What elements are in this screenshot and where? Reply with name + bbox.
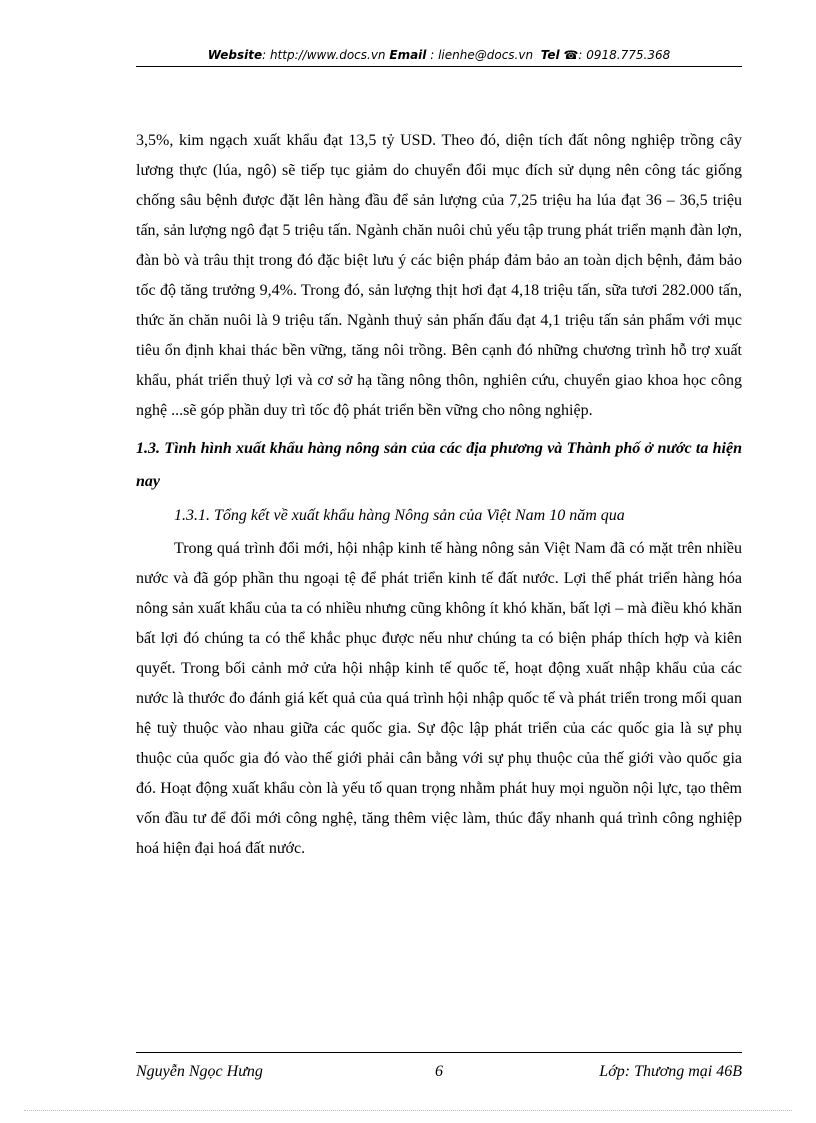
footer-page-number: 6	[435, 1063, 443, 1080]
phone-icon: ☎	[563, 48, 579, 62]
section-heading: 1.3. Tình hình xuất khẩu hàng nông sản của các địa phương và Thành phố ở nước ta hiện nay	[136, 440, 742, 490]
website-label: Website	[207, 48, 263, 62]
tel-value: : 0918.775.368	[578, 48, 671, 62]
footer-author: Nguyễn Ngọc Hưng	[136, 1063, 263, 1080]
footer-class: Lớp: Thương mại 46B	[599, 1063, 742, 1080]
email-value: : lienhe@docs.vn	[430, 48, 534, 62]
page-footer	[136, 1052, 742, 1085]
page-header	[136, 46, 742, 67]
body-paragraph-2: Trong quá trình đổi mới, hội nhập kinh tế hàng nông sản Việt Nam đã có mặt trên nhiều nước và đã góp phần thu ngoại tệ để phát triển kinh tế đất nước. Lợi thế phát triển hàng hóa nông sản xuất khẩu của ta có nhiều nhưng cũng không ít khó khăn, bất lợi – mà điều khó khăn bất lợi đó chúng ta có thể khắc phục được nếu như chúng ta có biện pháp thích hợp và kiên quyết. Trong bối cảnh mở cửa hội nhập kinh tế quốc tế, hoạt động xuất nhập khẩu của các nước là thước đo đánh giá kết quả của quá trình hội nhập quốc tế và phát triển trong mối quan hệ tuỳ thuộc vào nhau giữa các quốc gia. Sự độc lập phát triển của các quốc gia là sự phụ thuộc của quốc gia đó vào thế giới phải cân bằng với sự phụ thuộc của thế giới vào quốc gia đó. Hoạt động xuất khẩu còn là yếu tố quan trọng nhằm phát huy mọi nguồn nội lực, tạo thêm vốn đầu tư để đổi mới công nghệ, tăng thêm việc làm, thúc đẩy nhanh quá trình công nghiệp hoá hiện đại hoá đất nước.	[136, 540, 742, 857]
page-edge-divider	[24, 1110, 792, 1111]
tel-label: Tel	[540, 48, 560, 62]
page-content	[136, 126, 742, 864]
email-label: Email	[389, 48, 427, 62]
website-value: : http://www.docs.vn	[262, 48, 386, 62]
body-paragraph-1: 3,5%, kim ngạch xuất khẩu đạt 13,5 tỷ USD. Theo đó, diện tích đất nông nghiệp trồng cây lương thực (lúa, ngô) sẽ tiếp tục giảm do chuyển đổi mục đích sử dụng nên công tác giống chống sâu bệnh được đặt lên hàng đầu để sản lượng của 7,25 triệu ha lúa đạt 36 – 36,5 triệu tấn, sản lượng ngô đạt 5 triệu tấn. Ngành chăn nuôi chủ yếu tập trung phát triển mạnh đàn lợn, đàn bò và trâu thịt trong đó đặc biệt lưu ý các biện pháp đảm bảo an toàn dịch bệnh, đảm bảo tốc độ tăng trưởng 9,4%. Trong đó, sản lượng thịt hơi đạt 4,18 triệu tấn, sữa tươi 282.000 tấn, thức ăn chăn nuôi là 9 triệu tấn. Ngành thuỷ sản phấn đấu đạt 4,1 triệu tấn sản phẩm với mục tiêu ổn định khai thác bền vững, tăng nôi trồng. Bên cạnh đó những chương trình hỗ trợ xuất khẩu, phát triển thuỷ lợi và cơ sở hạ tầng nông thôn, nghiên cứu, chuyển giao khoa học công nghệ ...sẽ góp phần duy trì tốc độ phát triển bền vững cho nông nghiệp.	[136, 132, 742, 419]
subsection-heading: 1.3.1. Tổng kết về xuất khẩu hàng Nông sản của Việt Nam 10 năm qua	[174, 507, 625, 524]
